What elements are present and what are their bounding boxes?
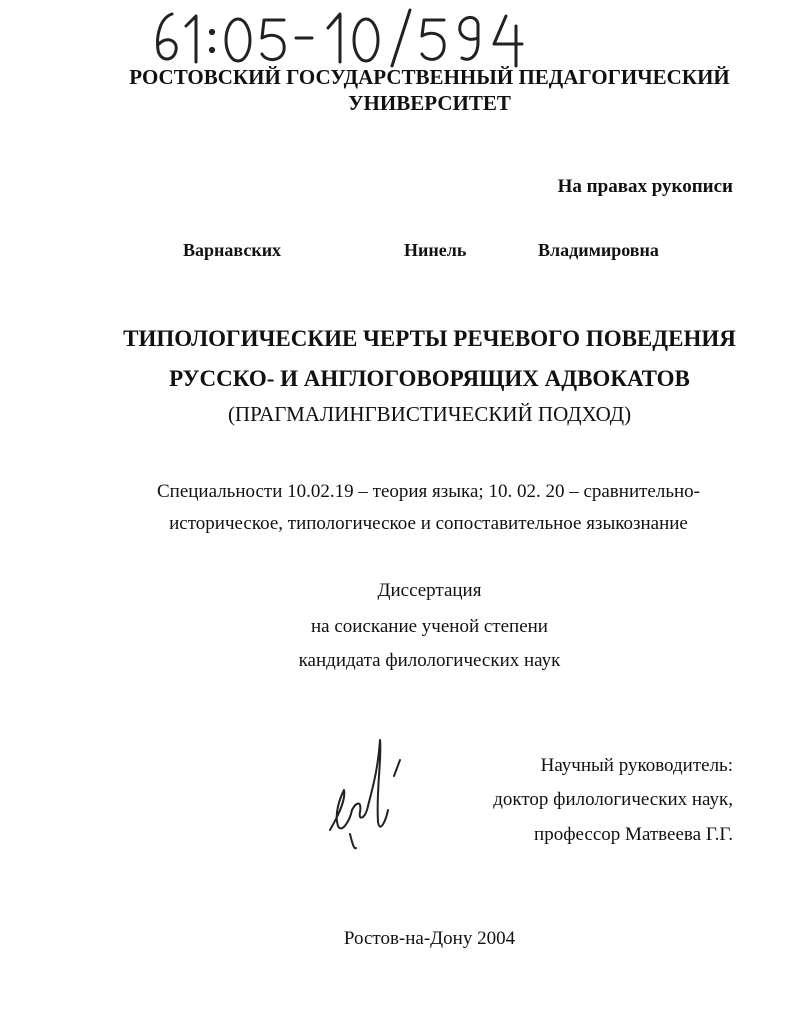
library-code-stamp [150, 6, 550, 68]
university-name-line-2: УНИВЕРСИТЕТ [348, 91, 511, 115]
specialty-line-2: историческое, типологическое и сопоставительное языкознание [169, 513, 688, 534]
handwritten-code-icon [150, 6, 550, 68]
degree-purpose: на соискание ученой степени [311, 616, 548, 637]
author-first-name: Нинель [404, 240, 467, 260]
city-and-year: Ростов-на-Дону 2004 [343, 928, 516, 949]
signature [320, 730, 410, 860]
manuscript-rights-note: На правах рукописи [557, 176, 733, 197]
signature-icon [320, 730, 410, 860]
specialty-line-1: Специальности 10.02.19 – теория языка; 10. 02. 20 – сравнительно- [156, 481, 700, 502]
dissertation-label: Диссертация [377, 580, 482, 601]
degree-name: кандидата филологических наук [298, 650, 561, 671]
supervisor-label: Научный руководитель: [540, 755, 733, 776]
supervisor-name: профессор Матвеева Г.Г. [534, 824, 733, 845]
author-surname: Варнавских [183, 240, 282, 260]
dissertation-subtitle: (ПРАГМАЛИНГВИСТИЧЕСКИЙ ПОДХОД) [227, 402, 632, 426]
supervisor-degree: доктор филологических наук, [493, 789, 733, 810]
author-patronymic: Владимировна [538, 240, 659, 260]
dissertation-title-line-1: ТИПОЛОГИЧЕСКИЕ ЧЕРТЫ РЕЧЕВОГО ПОВЕДЕНИЯ [123, 326, 736, 351]
university-name-line-1: РОСТОВСКИЙ ГОСУДАРСТВЕННЫЙ ПЕДАГОГИЧЕСКИЙ [129, 65, 730, 89]
dissertation-title-line-2: РУССКО- И АНГЛОГОВОРЯЩИХ АДВОКАТОВ [169, 366, 690, 391]
